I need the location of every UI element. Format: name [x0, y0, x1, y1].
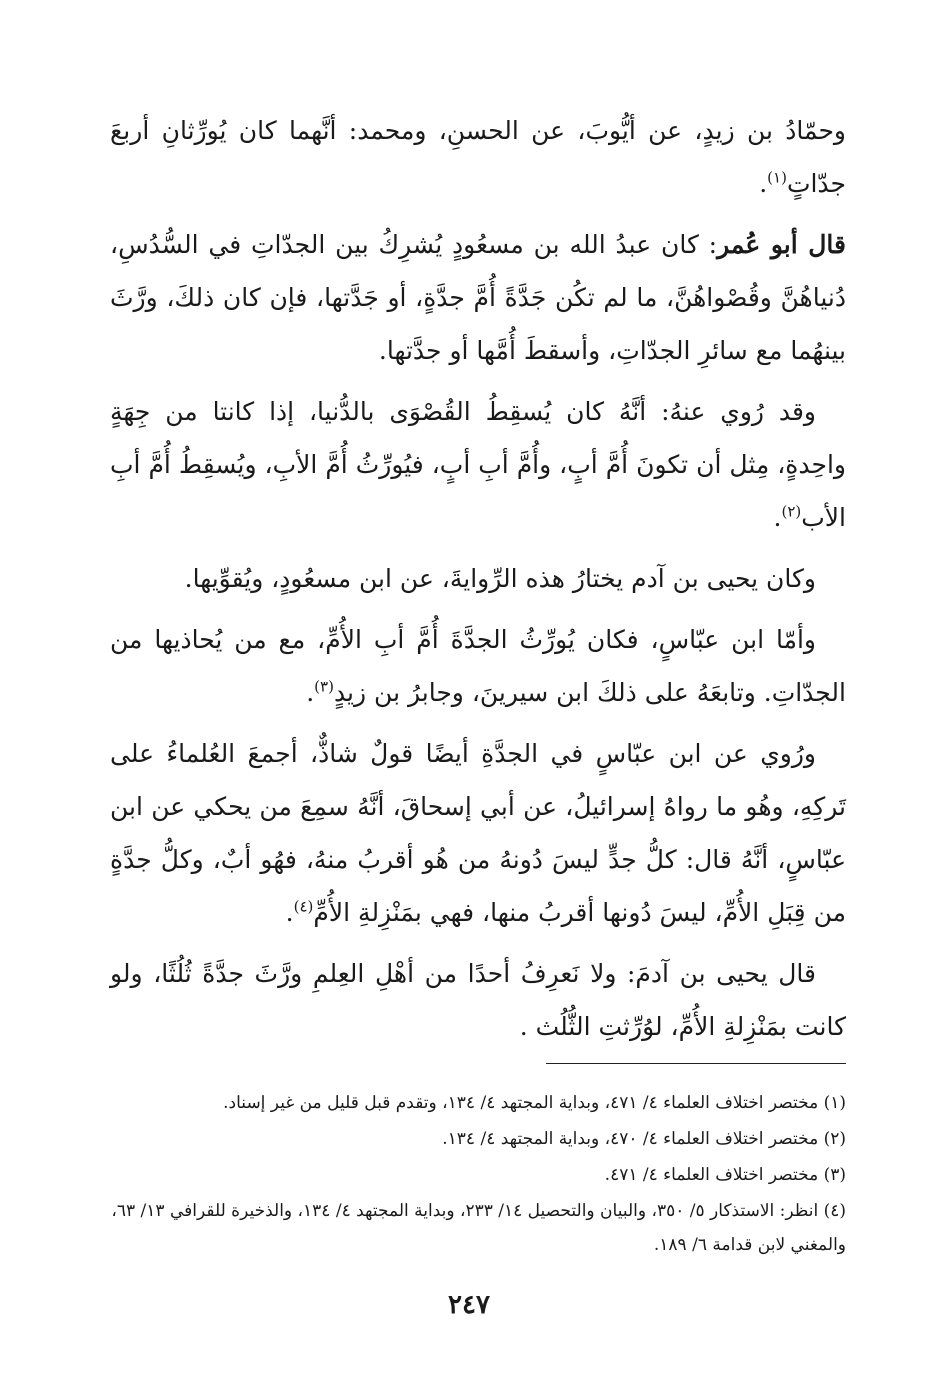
speaker-name: قال أبو عُمر: [717, 230, 847, 259]
paragraph-2: قال أبو عُمر: كان عبدُ الله بن مسعُودٍ يُشرِكُ بين الجدّاتِ في السُّدُسِ، دُنياهُنَّ وقُصْواهُنَّ، ما لم تكُن جَدَّةً أُمَّ جدَّةٍ، أو جَدَّتها، فإن كان ذلكَ، ورَّثَ بينهُما مع سائرِ الجدّاتِ، وأسقطَ أُمَّها أو جدَّتها.: [110, 230, 847, 365]
paragraph-1: وحمّادُ بن زيدٍ، عن أيُّوبَ، عن الحسنِ، ومحمد: أنَّهما كان يُورِّثانِ أربعَ جدّاتٍ$^{(١)}$.: [110, 116, 846, 198]
paragraph-6: ورُوي عن ابن عبّاسٍ في الجدَّةِ أيضًا قولٌ شاذٌّ، أجمعَ العُلماءُ على تَركِهِ، وهُو ما رواهُ إسرائيلُ، عن أبي إسحاقَ، أنَّهُ سمِعَ من يحكي عن ابن عبّاسٍ، أنَّهُ قال: كلُّ جدٍّ ليسَ دُونهُ من هُو أقربُ منهُ، فهُو أبٌ، وكلُّ جدَّةٍ من قِبَلِ الأُمِّ، ليسَ دُونها أقربُ منها، فهي بمَنْزِلةِ الأُمِّ$^{(٤)}$.: [110, 739, 846, 927]
paragraph-5: وأمّا ابن عبّاسٍ، فكان يُورِّثُ الجدَّةَ أُمَّ أبِ الأُمِّ، مع من يُحاذيها من الجدّاتِ. وتابعَهُ على ذلكَ ابن سيرينَ، وجابرُ بن زيدٍ$^{(٣)}$.: [110, 625, 846, 707]
footnote-3: (٣) مختصر اختلاف العلماء ٤/ ٤٧١.: [604, 1165, 846, 1185]
footnote-2: (٢) مختصر اختلاف العلماء ٤/ ٤٧٠، وبداية المجتهد ٤/ ١٣٤.: [442, 1129, 846, 1149]
footnote-ref-4[interactable]: (٤): [293, 897, 314, 916]
footnote-4: (٤) انظر: الاستذكار ٥/ ٣٥٠، والبيان والتحصيل ١٤/ ٢٣٣، وبداية المجتهد ٤/ ١٣٤، والذخيرة للقرافي ١٣/ ٦٣، والمغني لابن قدامة ٦/ ١٨٩.: [111, 1201, 846, 1255]
paragraph-3: وقد رُوي عنهُ: أنَّهُ كان يُسقِطُ القُصْوَى بالدُّنيا، إذا كانتا من جِهَةٍ واحِدةٍ، مِثل أن تكونَ أُمَّ أبٍ، وأُمَّ أبِ أبٍ، فيُورِّثُ أُمَّ الأبِ، ويُسقِطُ أُمَّ أبِ الأب$^{(٢)}$.: [110, 397, 846, 532]
footnote-ref-3[interactable]: (٣): [314, 677, 334, 696]
footnote-1: (١) مختصر اختلاف العلماء ٤/ ٤٧١، وبداية المجتهد ٤/ ١٣٤، وتقدم قبل قليل من غير إسناد.: [223, 1093, 846, 1113]
main-text: [110, 104, 846, 1061]
footnote-ref-2[interactable]: (٢): [781, 502, 802, 521]
footnotes: [110, 1086, 846, 1264]
paragraph-7: قال يحيى بن آدمَ: ولا نَعرِفُ أحدًا من أهْلِ العِلمِ ورَّثَ جدَّةً ثُلُثًا، ولو كانت بمَنْزِلةِ الأُمِّ، لوُرِّثتِ الثُّلُث .: [110, 959, 846, 1041]
footnote-ref-1[interactable]: (١): [767, 168, 787, 187]
page-number: ٢٤٧: [448, 1290, 490, 1320]
paragraph-4: وكان يحيى بن آدم يختارُ هذه الرِّوايةَ، عن ابن مسعُودٍ، ويُقوِّيها.: [184, 564, 816, 593]
footnote-divider: [546, 1063, 846, 1064]
